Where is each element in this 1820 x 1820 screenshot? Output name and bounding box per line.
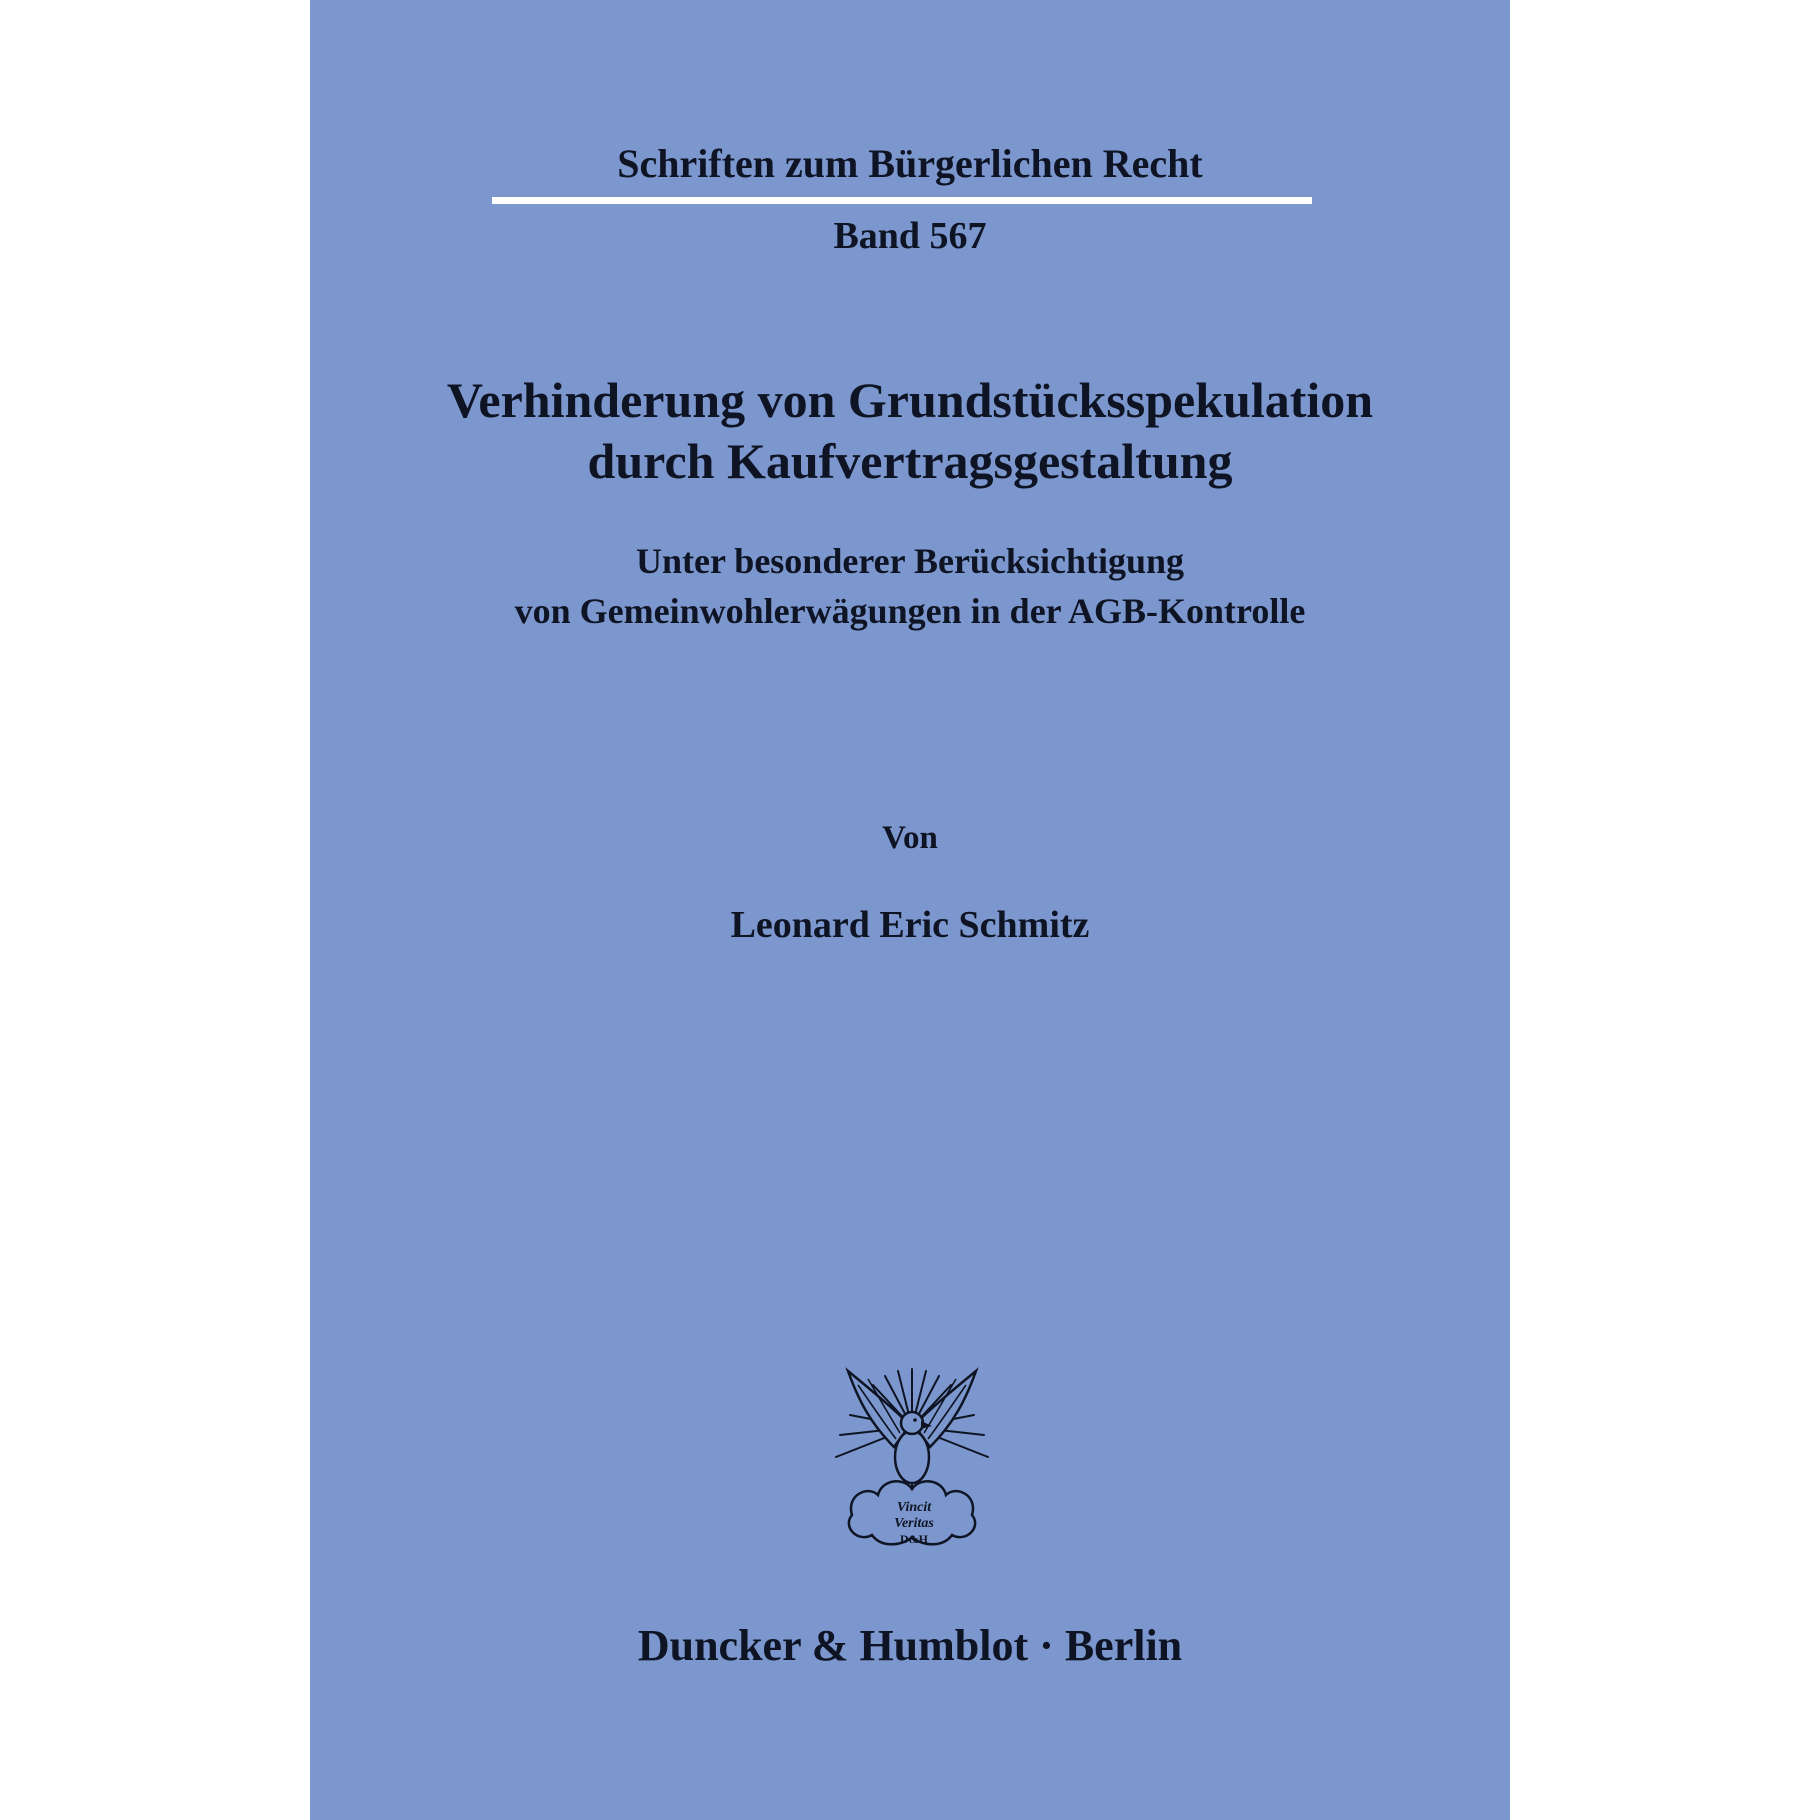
series-title: Schriften zum Bürgerlichen Recht <box>617 141 1203 186</box>
publisher-name: Duncker & Humblot · Berlin <box>637 1621 1183 1670</box>
eagle-emblem-icon <box>832 1365 992 1555</box>
book-title-line-2: durch Kaufvertragsgestaltung <box>587 433 1233 489</box>
author-name: Leonard Eric Schmitz <box>730 904 1090 946</box>
by-label: Von <box>882 820 938 856</box>
logo-motto-line-2: Veritas <box>894 1516 934 1531</box>
book-title-line-1: Verhinderung von Grundstücksspekulation <box>446 372 1374 428</box>
book-cover <box>310 0 1510 1820</box>
volume-number: Band 567 <box>833 215 987 257</box>
logo-monogram: D&H <box>900 1532 928 1546</box>
book-subtitle-line-1: Unter besonderer Berücksichtigung <box>635 541 1184 581</box>
book-title <box>310 370 1510 492</box>
series-rule <box>492 197 1312 204</box>
book-subtitle-line-2: von Gemeinwohlerwägungen in der AGB-Kontrolle <box>514 591 1306 631</box>
logo-motto-line-1: Vincit <box>896 1500 932 1515</box>
book-subtitle <box>310 536 1510 636</box>
